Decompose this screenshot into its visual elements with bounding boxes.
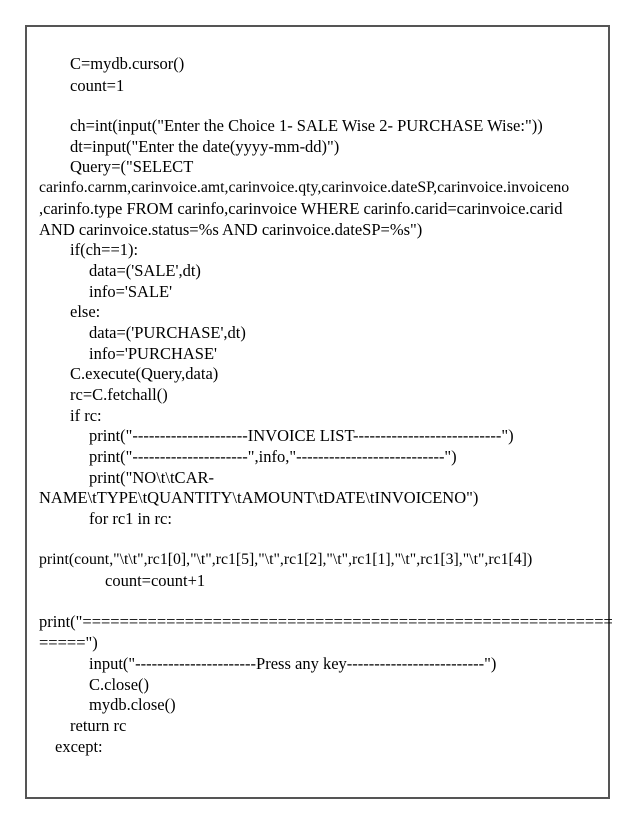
code-line-3: ch=int(input("Enter the Choice 1- SALE Wise 2- PURCHASE Wise:")) — [70, 116, 543, 135]
code-line-2: count=1 — [70, 76, 125, 95]
code-line-16: rc=C.fetchall() — [70, 385, 168, 404]
code-line-28: C.close() — [89, 675, 150, 694]
code-line-15: C.execute(Query,data) — [70, 364, 219, 383]
code-line-5: Query=("SELECT — [70, 157, 194, 176]
code-line-4: dt=input("Enter the date(yyyy-mm-dd)") — [70, 137, 340, 156]
code-line-19: print("---------------------",info,"---------------------------") — [89, 447, 457, 466]
code-line-8: AND carinvoice.status=%s AND carinvoice.dateSP=%s") — [39, 220, 423, 239]
code-line-1: C=mydb.cursor() — [70, 54, 185, 73]
code-line-29: mydb.close() — [89, 695, 176, 714]
code-line-14: info='PURCHASE' — [89, 344, 218, 363]
code-line-27: input("----------------------Press any key-------------------------") — [89, 654, 497, 673]
code-line-10: data=('SALE',dt) — [89, 261, 201, 280]
code-line-24: count=count+1 — [105, 571, 206, 590]
code-line-7: ,carinfo.type FROM carinfo,carinvoice WHERE carinfo.carid=carinvoice.carid — [39, 199, 563, 218]
code-line-23: print(count,"\t\t",rc1[0],"\t",rc1[5],"\t",rc1[2],"\t",rc1[1],"\t",rc1[3],"\t",rc1[4]) — [39, 551, 533, 568]
code-line-31: except: — [55, 737, 103, 756]
code-line-12: else: — [70, 302, 101, 321]
code-line-30: return rc — [70, 716, 127, 735]
code-line-20: print("NO\t\tCAR- — [89, 468, 214, 487]
code-line-17: if rc: — [70, 406, 102, 425]
code-line-11: info='SALE' — [89, 282, 173, 301]
code-line-22: for rc1 in rc: — [89, 509, 172, 528]
code-line-21: NAME\tTYPE\tQUANTITY\tAMOUNT\tDATE\tINVOICENO") — [39, 488, 479, 507]
code-line-18: print("---------------------INVOICE LIST---------------------------") — [89, 426, 514, 445]
code-line-6: carinfo.carnm,carinvoice.amt,carinvoice.qty,carinvoice.dateSP,carinvoice.invoiceno — [39, 179, 570, 196]
code-line-9: if(ch==1): — [70, 240, 139, 259]
code-line-25: print("========================================================= — [39, 612, 613, 631]
code-line-13: data=('PURCHASE',dt) — [89, 323, 246, 342]
code-line-26: =====") — [39, 633, 98, 652]
